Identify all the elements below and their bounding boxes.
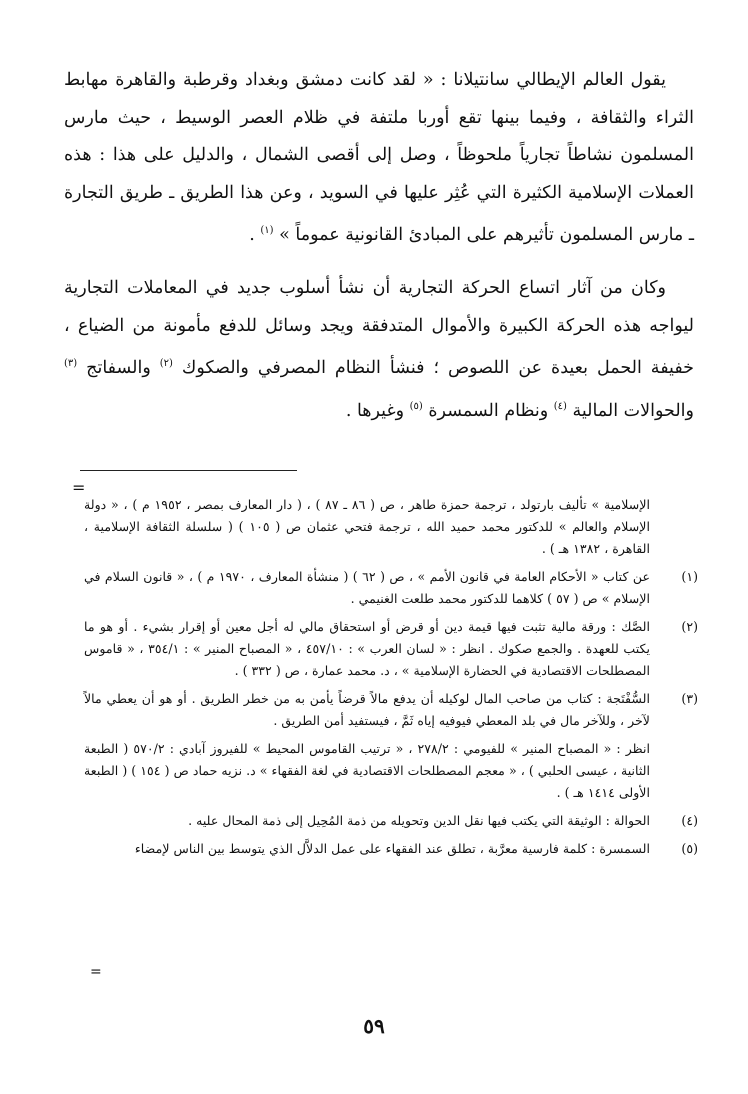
- footnote-number: (٢): [681, 619, 698, 634]
- footnote-text: عن كتاب « الأحكام العامة في قانون الأمم » ، ص ( ٦٢ ) ( منشأة المعارف ، ١٩٧٠ م ) ، « قانون السلام في الإسلام » ص ( ٥٧ ) كلاهما للدكتور محمد طلعت الغنيمي .: [84, 569, 650, 606]
- footnote-number: (١): [681, 569, 698, 584]
- paragraph-2-mid-2: والحوالات المالية: [566, 400, 694, 421]
- footnote-ref-4: (٤): [553, 400, 567, 412]
- footnote-2: [84, 616, 698, 682]
- footnote-ref-5: (٥): [409, 400, 423, 412]
- footnote-separator: [80, 470, 297, 471]
- continuation-mark-bottom: =: [90, 964, 102, 980]
- main-text: [64, 62, 694, 446]
- paragraph-2-text: وكان من آثار اتساع الحركة التجارية أن نشأ أسلوب جديد في المعاملات التجارية ليواجه هذه الحركة الكبيرة والأموال المتدفقة ويجد وسائل للدفع مأمونة من الضياع ، خفيفة الحمل بعيدة عن اللصوص ؛ فنشأ النظام المصرفي والصكوك: [64, 278, 694, 379]
- footnote-1: [84, 566, 698, 610]
- footnote-continued-text: الإسلامية » تأليف بارتولد ، ترجمة حمزة طاهر ، ص ( ٨٦ ـ ٨٧ ) ، ( دار المعارف بمصر ، ١٩٥٢ م ) ، « دولة الإسلام والعالم » للدكتور محمد حميد الله ، ترجمة فتحي عثمان ص ( ١٠٥ ) ( سلسلة الثقافة الإسلامية ، القاهرة ، ١٣٨٢ هـ ) .: [84, 497, 650, 556]
- footnote-text: انظر : « المصباح المنير » للفيومي : ٢٧٨/٢ ، « ترتيب القاموس المحيط » للفيروز آبادي : ٥٧٠/٢ ( الطبعة الثانية ، عيسى الحلبي ) ، « معجم المصطلحات الاقتصادية في لغة الفقهاء » د. نزيه حماد ص ( ١٥٤ ) ( الطبعة الأولى ١٤١٤ هـ ) .: [84, 741, 650, 800]
- footnote-number: (٤): [681, 813, 698, 828]
- footnote-5: [84, 838, 698, 860]
- footnote-3-references: [84, 738, 682, 804]
- footnote-text: الصَّك : ورقة مالية تثبت فيها قيمة دين أو قرض أو استحقاق مالي له أجل معين أو إقرار بشيء . أو هو ما يكتب للعهدة . والجمع صكوك . انظر : « لسان العرب » : ٤٥٧/١٠ ، « المصباح المنير » : ٣٥٤/١ ، « قاموس المصطلحات الاقتصادية في الحضارة الإسلامية » ، د. محمد عمارة ، ص ( ٣٣٢ ) .: [84, 619, 651, 678]
- footnote-4: [84, 810, 698, 832]
- footnote-continued: [84, 494, 682, 560]
- paragraph-2-mid-3: ونظام السمسرة: [422, 400, 554, 421]
- footnote-ref-1: (١): [260, 225, 274, 236]
- paragraph-1-end: .: [249, 224, 261, 245]
- footnote-text: السمسرة : كلمة فارسية معرَّبة ، تطلق عند الفقهاء على عمل الدلاَّل الذي يتوسط بين الناس لإمضاء: [134, 841, 650, 856]
- footnote-text: الحوالة : الوثيقة التي يكتب فيها نقل الدين وتحويله من ذمة المُحِيل إلى ذمة المحال عليه .: [188, 813, 650, 828]
- page-number: ٥٩: [363, 1014, 385, 1038]
- footnote-number: (٥): [681, 841, 698, 856]
- footnote-ref-3: (٣): [64, 358, 78, 370]
- footnote-number: (٣): [681, 691, 698, 706]
- continuation-mark-top: =: [72, 478, 86, 497]
- paragraph-2-end: وغيرها .: [345, 400, 410, 421]
- paragraph-1-text: يقول العالم الإيطالي سانتيلانا : « لقد كانت دمشق وبغداد وقرطبة والقاهرة مهابط الثراء والثقافة ، وفيما بينها تقع أوربا ملتفة في ظلام العصر الوسيط ، حيث مارس المسلمون نشاطاً تجارياً ملحوظاً ، وصل إلى أقصى الشمال ، والدليل على هذا : هذه العملات الإسلامية الكثيرة التي عُثِر عليها في السويد ، وعن هذا الطريق ـ طريق التجارة ـ مارس المسلمون تأثيرهم على المبادئ القانونية عموماً »: [64, 70, 694, 245]
- footnote-3: [84, 688, 698, 732]
- paragraph-1: [64, 62, 694, 254]
- footnote-text: السُّفْتَجة : كتاب من صاحب المال لوكيله أن يدفع مالاً قرضاً يأمن به من خطر الطريق . أو هو أن يعطي مالاً لآخر ، وللآخر مال في بلد المعطي فيوفيه إياه ثَمَّ ، فيستفيد أمن الطريق .: [84, 691, 650, 728]
- footnote-ref-2: (٢): [159, 358, 173, 370]
- footnotes: [84, 494, 698, 866]
- paragraph-2: [64, 270, 694, 430]
- paragraph-2-mid-1: والسفاتج: [77, 358, 160, 379]
